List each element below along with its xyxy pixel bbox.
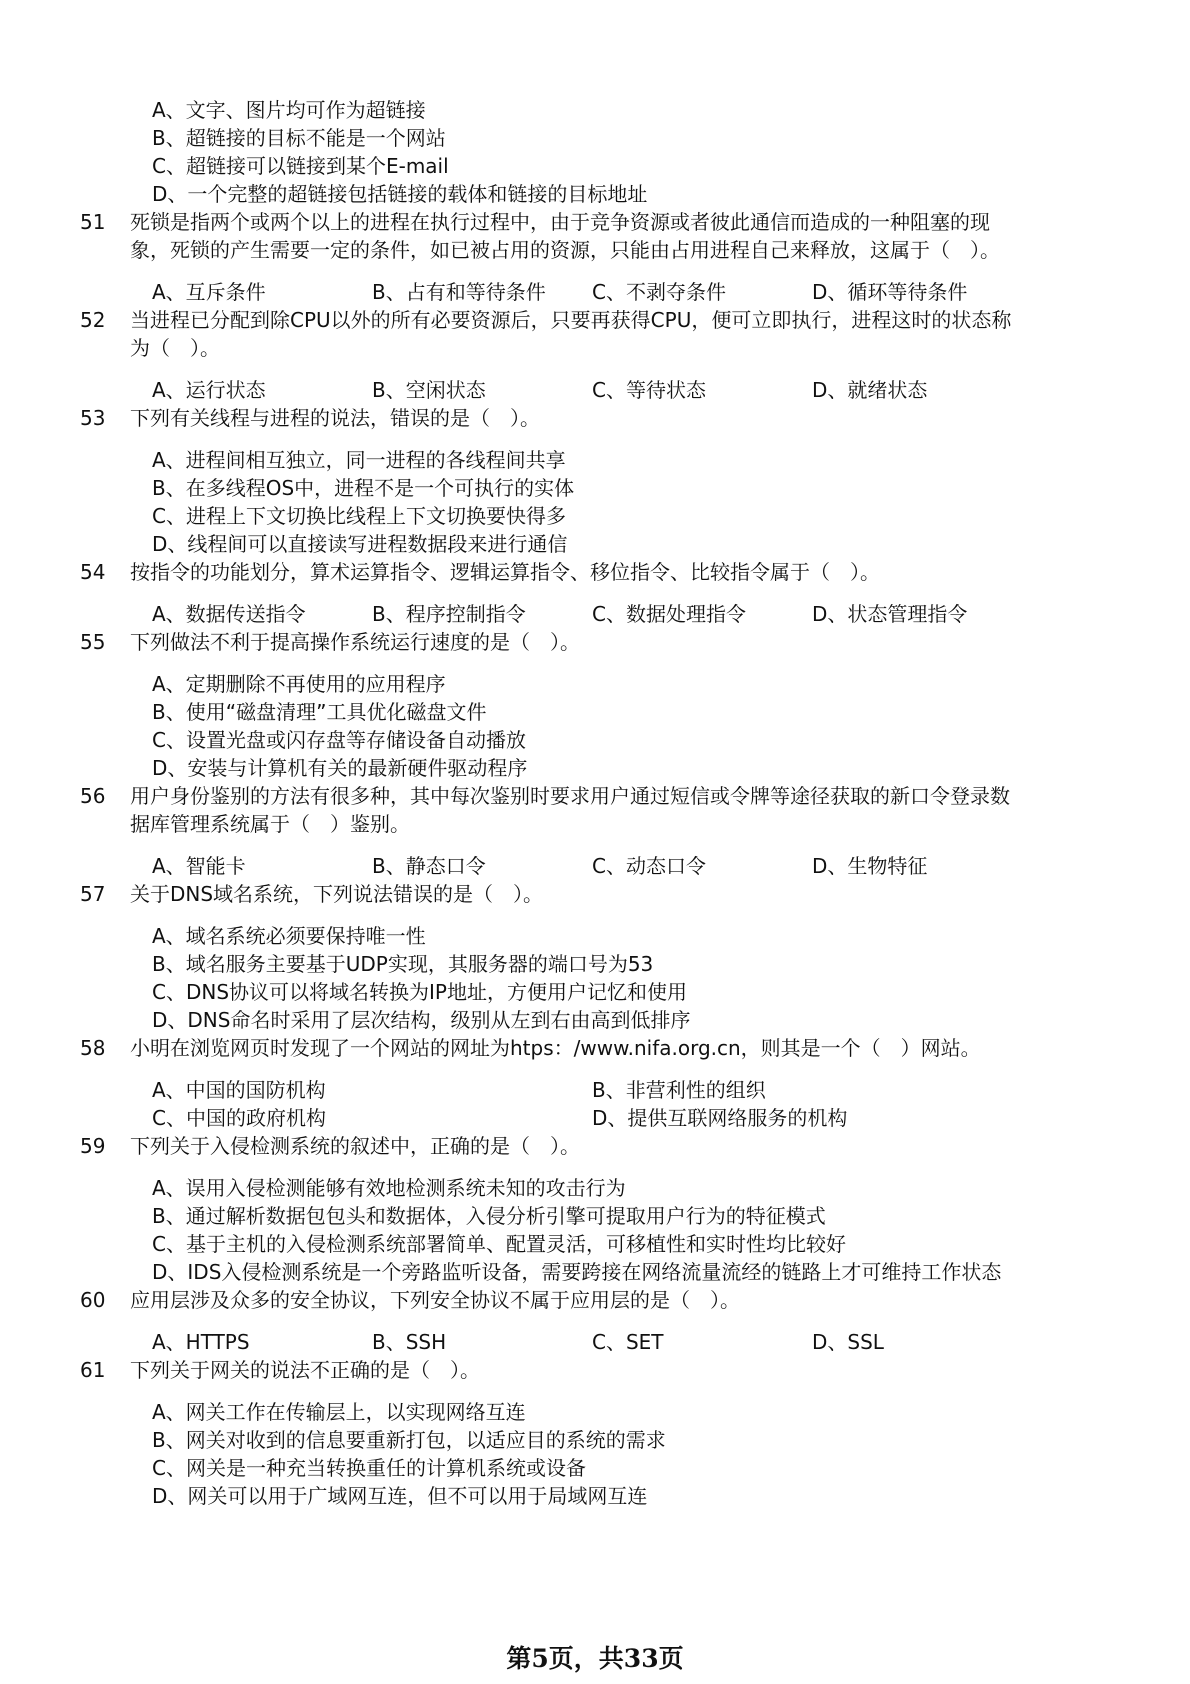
question-stem: 当进程已分配到除CPU以外的所有必要资源后，只要再获得CPU，便可立即执行，进程这时的状态称 (130, 308, 1012, 332)
option-a: A、HTTPS (152, 1330, 250, 1354)
option-a: A、数据传送指令 (152, 602, 306, 626)
option-d: D、网关可以用于广域网互连，但不可以用于局域网互连 (152, 1484, 648, 1508)
question-stem: 死锁是指两个或两个以上的进程在执行过程中，由于竞争资源或者彼此通信而造成的一种阻塞的现 (130, 210, 990, 234)
question-stem: 下列做法不利于提高操作系统运行速度的是（ ）。 (130, 630, 580, 654)
option-d: D、生物特征 (812, 854, 928, 878)
option-b: B、静态口令 (372, 854, 486, 878)
question-number: 56 (80, 784, 106, 808)
option-c: C、DNS协议可以将域名转换为IP地址，方便用户记忆和使用 (152, 980, 687, 1004)
question-number: 60 (80, 1288, 106, 1312)
option-d: D、安装与计算机有关的最新硬件驱动程序 (152, 756, 528, 780)
question-number: 61 (80, 1358, 106, 1382)
question-stem: 应用层涉及众多的安全协议，下列安全协议不属于应用层的是（ ）。 (130, 1288, 740, 1312)
option-a: A、网关工作在传输层上，以实现网络互连 (152, 1400, 526, 1424)
question-stem: 为（ ）。 (130, 336, 220, 360)
question-stem: 象，死锁的产生需要一定的条件，如已被占用的资源，只能由占用进程自己来释放，这属于（ ）。 (130, 238, 1000, 262)
option-b: B、域名服务主要基于UDP实现，其服务器的端口号为53 (152, 952, 654, 976)
option-b: B、程序控制指令 (372, 602, 526, 626)
option-c: C、SET (592, 1330, 664, 1354)
option-d: D、一个完整的超链接包括链接的载体和链接的目标地址 (152, 182, 648, 206)
page-footer: 第5页，共33页 (506, 1644, 684, 1673)
option-c: C、网关是一种充当转换重任的计算机系统或设备 (152, 1456, 586, 1480)
question-number: 58 (80, 1036, 106, 1060)
option-a: A、运行状态 (152, 378, 266, 402)
option-d: D、状态管理指令 (812, 602, 968, 626)
option-b: B、占有和等待条件 (372, 280, 546, 304)
option-c: C、设置光盘或闪存盘等存储设备自动播放 (152, 728, 526, 752)
option-d: D、SSL (812, 1330, 884, 1354)
question-stem: 关于DNS域名系统，下列说法错误的是（ ）。 (130, 882, 544, 906)
question-number: 54 (80, 560, 106, 584)
option-d: D、提供互联网络服务的机构 (592, 1106, 848, 1130)
option-a: A、域名系统必须要保持唯一性 (152, 924, 426, 948)
option-a: A、智能卡 (152, 854, 246, 878)
question-number: 52 (80, 308, 106, 332)
option-c: C、动态口令 (592, 854, 706, 878)
option-d: D、IDS入侵检测系统是一个旁路监听设备，需要跨接在网络流量流经的链路上才可维持工作状态 (152, 1260, 1002, 1284)
option-d: D、DNS命名时采用了层次结构，级别从左到右由高到低排序 (152, 1008, 691, 1032)
option-a: A、进程间相互独立，同一进程的各线程间共享 (152, 448, 566, 472)
option-c: C、等待状态 (592, 378, 706, 402)
option-b: B、空闲状态 (372, 378, 486, 402)
question-stem: 据库管理系统属于（ ）鉴别。 (130, 812, 410, 836)
question-number: 55 (80, 630, 106, 654)
question-number: 51 (80, 210, 106, 234)
option-a: A、中国的国防机构 (152, 1078, 326, 1102)
option-b: B、超链接的目标不能是一个网站 (152, 126, 446, 150)
question-stem: 用户身份鉴别的方法有很多种，其中每次鉴别时要求用户通过短信或令牌等途径获取的新口令登录数 (130, 784, 1010, 808)
question-number: 59 (80, 1134, 106, 1158)
question-stem: 按指令的功能划分，算术运算指令、逻辑运算指令、移位指令、比较指令属于（ ）。 (130, 560, 880, 584)
question-number: 57 (80, 882, 106, 906)
option-b: B、非营利性的组织 (592, 1078, 766, 1102)
question-stem: 下列有关线程与进程的说法，错误的是（ ）。 (130, 406, 540, 430)
option-c: C、中国的政府机构 (152, 1106, 326, 1130)
option-a: A、文字、图片均可作为超链接 (152, 98, 426, 122)
question-stem: 下列关于入侵检测系统的叙述中，正确的是（ ）。 (130, 1134, 580, 1158)
option-b: B、网关对收到的信息要重新打包，以适应目的系统的需求 (152, 1428, 666, 1452)
option-b: B、SSH (372, 1330, 447, 1354)
option-a: A、互斥条件 (152, 280, 266, 304)
option-a: A、定期删除不再使用的应用程序 (152, 672, 446, 696)
option-c: C、进程上下文切换比线程上下文切换要快得多 (152, 504, 566, 528)
option-c: C、超链接可以链接到某个E-mail (152, 154, 449, 178)
option-a: A、误用入侵检测能够有效地检测系统未知的攻击行为 (152, 1176, 626, 1200)
option-b: B、在多线程OS中，进程不是一个可执行的实体 (152, 476, 575, 500)
question-stem: 小明在浏览网页时发现了一个网站的网址为htps：/www.nifa.org.cn，则其是一个（ ）网站。 (130, 1036, 981, 1060)
option-c: C、数据处理指令 (592, 602, 746, 626)
option-c: C、基于主机的入侵检测系统部署简单、配置灵活，可移植性和实时性均比较好 (152, 1232, 846, 1256)
question-number: 53 (80, 406, 106, 430)
option-c: C、不剥夺条件 (592, 280, 726, 304)
option-d: D、线程间可以直接读写进程数据段来进行通信 (152, 532, 568, 556)
option-b: B、使用“磁盘清理”工具优化磁盘文件 (152, 700, 487, 724)
option-d: D、就绪状态 (812, 378, 928, 402)
option-b: B、通过解析数据包包头和数据体，入侵分析引擎可提取用户行为的特征模式 (152, 1204, 826, 1228)
option-d: D、循环等待条件 (812, 280, 968, 304)
question-stem: 下列关于网关的说法不正确的是（ ）。 (130, 1358, 480, 1382)
